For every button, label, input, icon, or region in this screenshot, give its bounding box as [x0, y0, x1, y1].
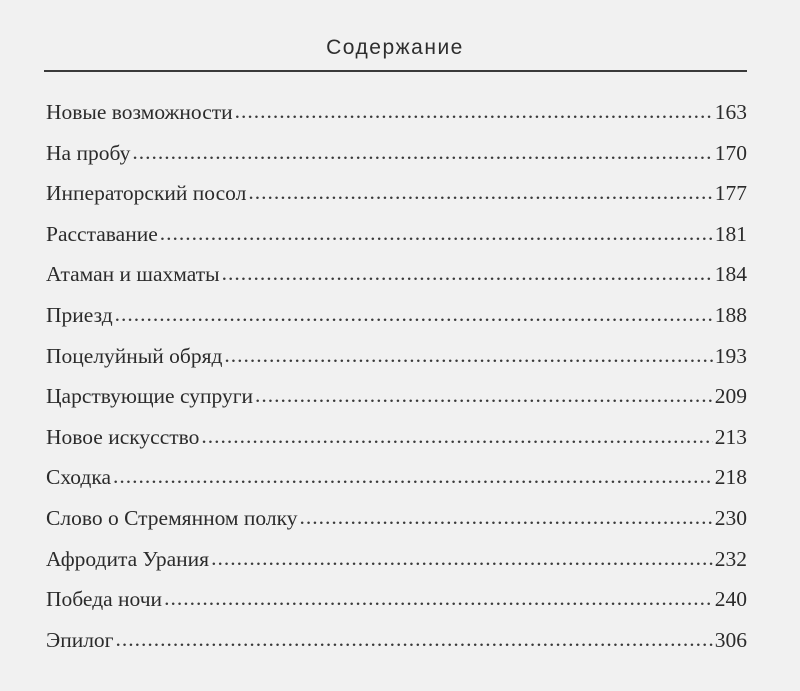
toc-entry-title: Новые возможности	[46, 100, 233, 124]
toc-entry-page: 170	[714, 140, 747, 165]
toc-entry[interactable]	[46, 457, 747, 498]
toc-entry[interactable]	[46, 92, 747, 133]
toc-entry-title: Афродита Урания	[46, 546, 210, 571]
toc-entry-page: 181	[714, 221, 747, 246]
toc-entry[interactable]	[46, 620, 747, 661]
dot-leader	[248, 172, 712, 213]
toc-entry-page: 240	[714, 587, 747, 612]
toc-entry-title: Новое искусство	[46, 424, 200, 449]
toc-entry[interactable]	[46, 376, 747, 417]
dot-leader	[132, 132, 712, 173]
toc-entry[interactable]	[46, 214, 747, 255]
toc-entry-page: 209	[714, 384, 747, 409]
page-title: Содержание	[326, 36, 464, 59]
dot-leader	[164, 578, 713, 619]
toc-entry[interactable]	[46, 133, 747, 174]
header-rule	[44, 70, 747, 72]
toc-entry-title: Сходка	[46, 465, 112, 490]
toc-entry-title: Царствующие супруги	[46, 384, 254, 409]
dot-leader	[235, 91, 713, 132]
toc-entry-title: Поцелуйный обряд	[46, 343, 223, 368]
toc-entry-page: 306	[714, 627, 747, 652]
toc-entry-title: Расставание	[46, 221, 158, 246]
dot-leader	[222, 253, 713, 294]
toc-entry[interactable]	[46, 295, 747, 336]
dot-leader	[116, 619, 713, 660]
dot-leader	[255, 375, 713, 416]
dot-leader	[300, 497, 713, 538]
toc-entry-title: Победа ночи	[46, 587, 163, 612]
toc-entry-page: 218	[714, 465, 747, 490]
toc-entry-title: Приезд	[46, 302, 113, 327]
toc-entry[interactable]	[46, 498, 747, 539]
toc-entry[interactable]	[46, 254, 747, 295]
table-of-contents	[46, 92, 747, 660]
toc-entry-title: Эпилог	[46, 627, 114, 652]
toc-entry-title: Инператорский посол	[46, 181, 247, 206]
toc-entry-title: Слово о Стремянном полку	[46, 505, 298, 530]
toc-entry-page: 177	[714, 181, 747, 206]
toc-entry-page: 188	[714, 302, 747, 327]
dot-leader	[211, 538, 713, 579]
toc-entry[interactable]	[46, 417, 747, 458]
toc-entry[interactable]	[46, 173, 747, 214]
dot-leader	[113, 456, 713, 497]
toc-entry[interactable]	[46, 579, 747, 620]
dot-leader	[160, 213, 713, 254]
toc-entry[interactable]	[46, 336, 747, 377]
dot-leader	[201, 416, 712, 457]
toc-entry-page: 230	[714, 505, 747, 530]
toc-entry-page: 184	[714, 262, 747, 287]
toc-entry-page: 213	[714, 424, 747, 449]
toc-entry-title: На пробу	[46, 140, 131, 165]
toc-entry-page: 193	[714, 343, 747, 368]
dot-leader	[224, 335, 712, 376]
toc-entry[interactable]	[46, 539, 747, 580]
toc-entry-page: 163	[714, 100, 747, 124]
toc-entry-title: Атаман и шахматы	[46, 262, 220, 287]
toc-entry-page: 232	[714, 546, 747, 571]
dot-leader	[115, 294, 713, 335]
